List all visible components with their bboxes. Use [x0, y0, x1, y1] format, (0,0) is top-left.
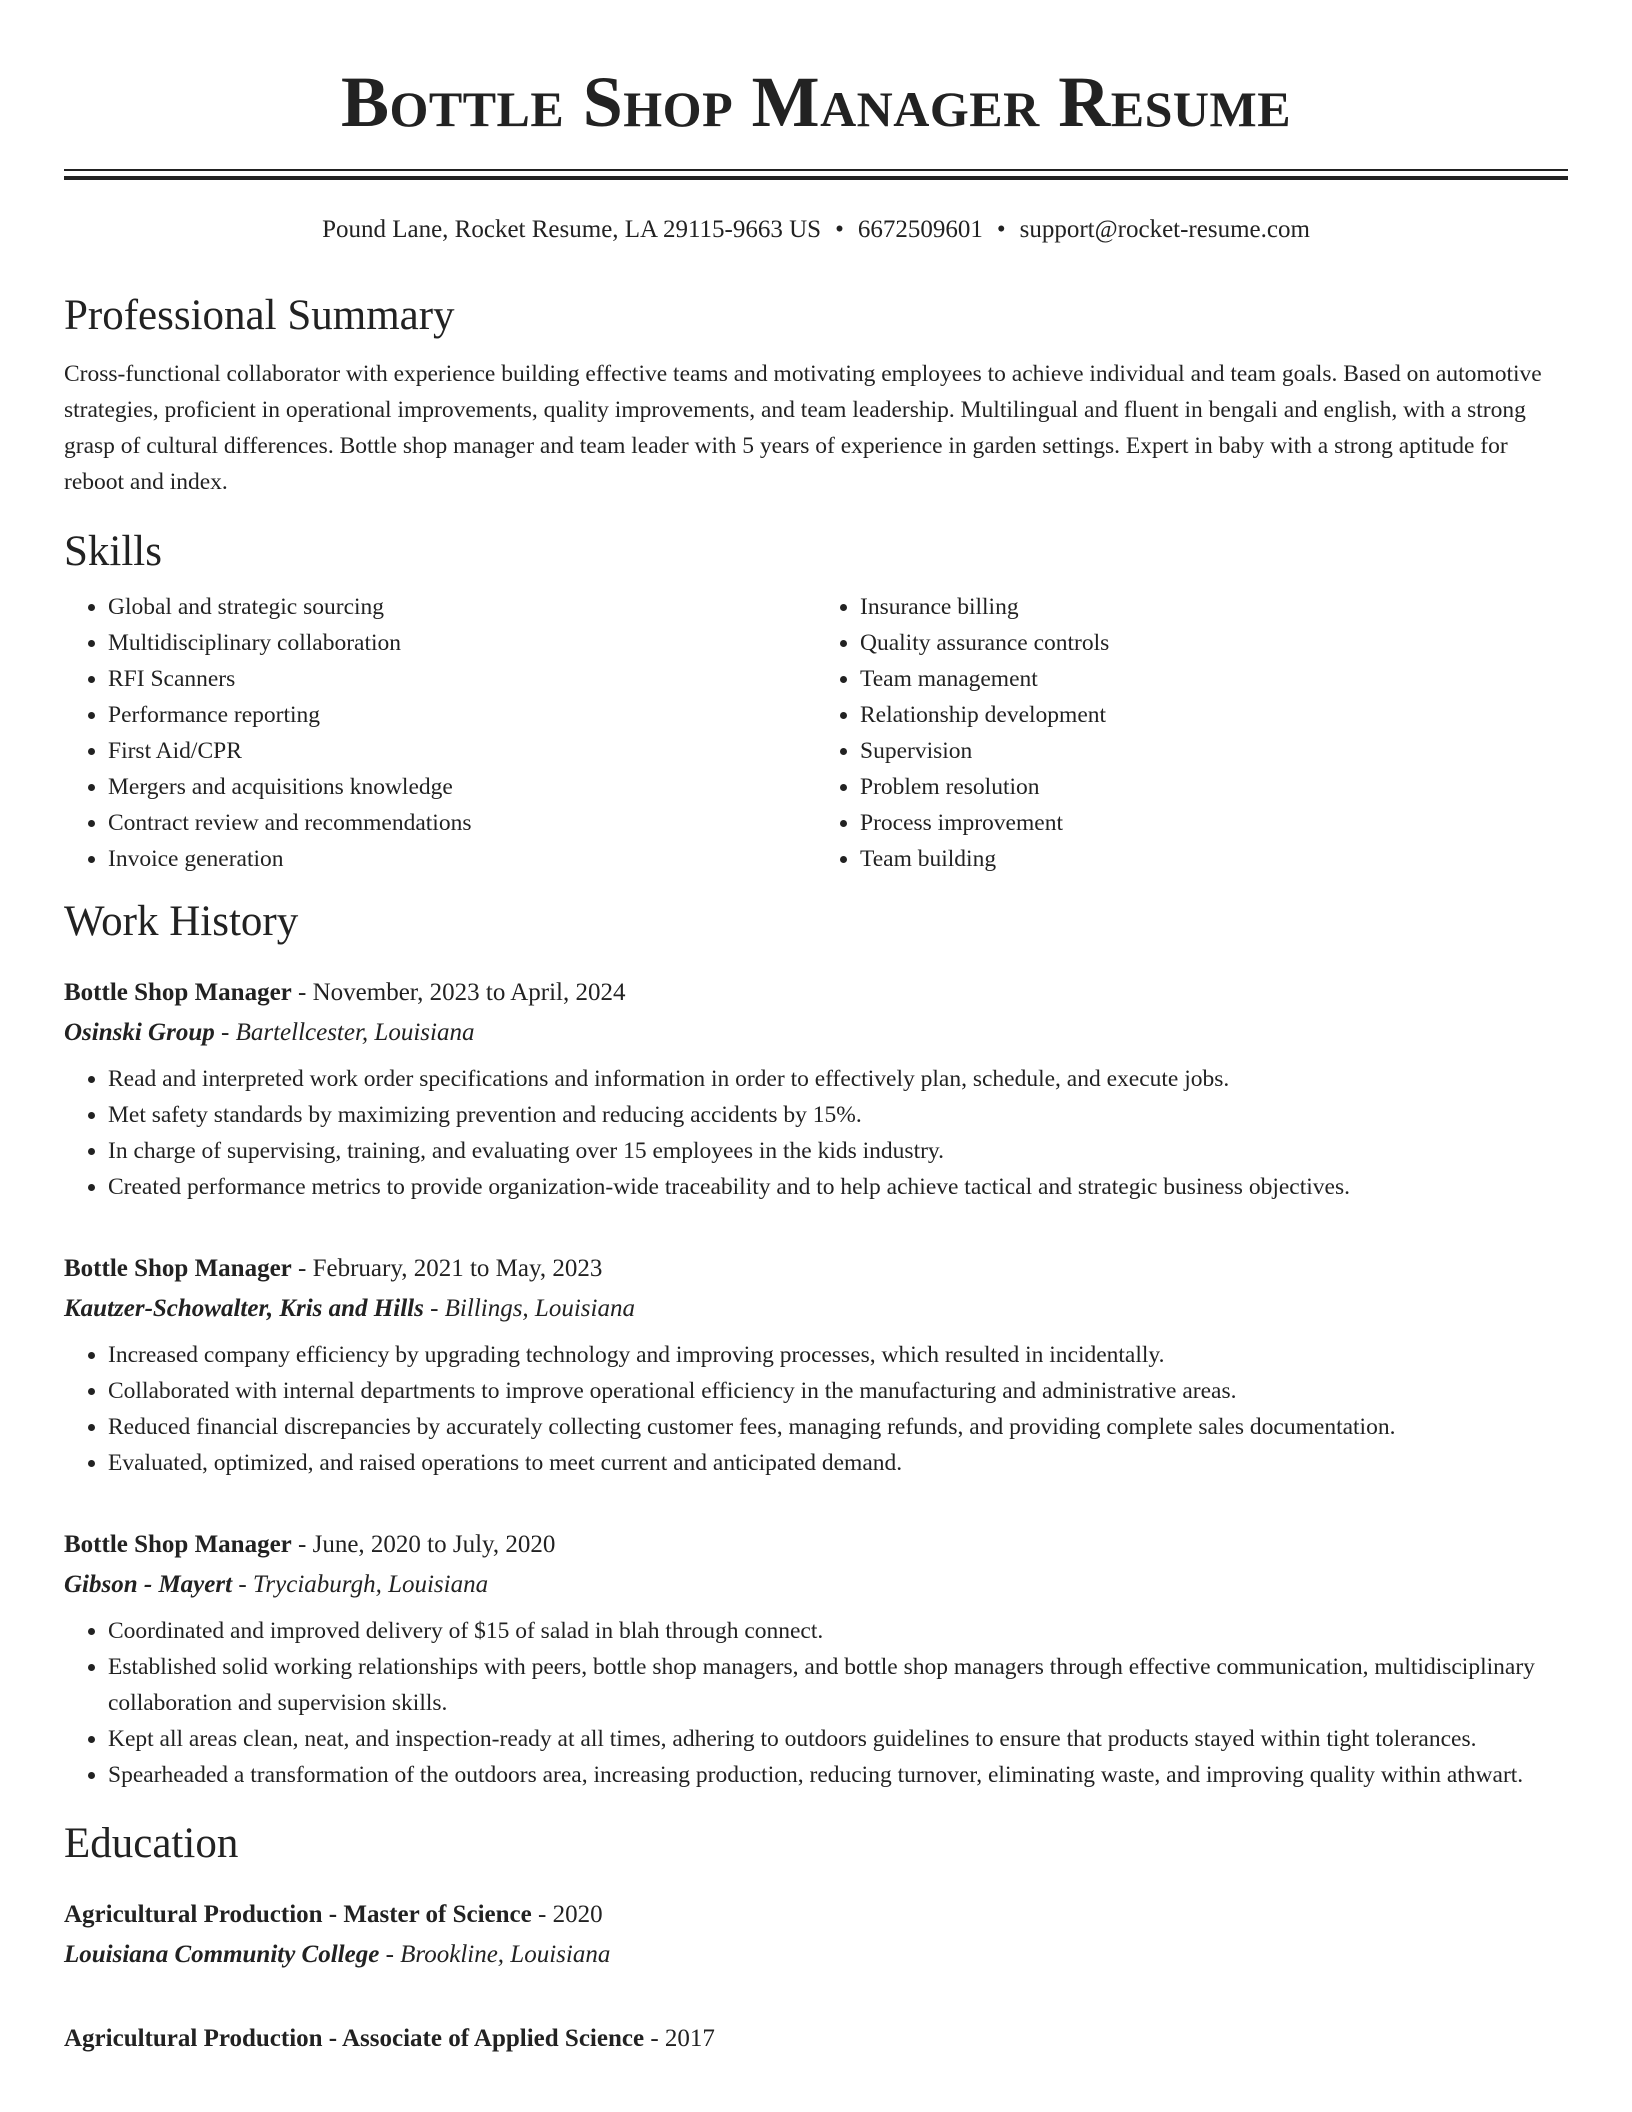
degree-name: Agricultural Production - Associate of Applied Science — [64, 2025, 645, 2052]
work-history-heading: Work History — [64, 898, 299, 945]
company-line — [64, 1013, 1568, 1053]
job-bullet: • Read and interpreted work order specifications and information in order to effectively plan, schedule, and execute jobs. — [108, 1061, 1568, 1097]
job-bullet: • Reduced financial discrepancies by accurately collecting customer fees, managing refunds, and providing complete sales documentation. — [108, 1409, 1568, 1445]
skill-item: • Team management — [860, 661, 1568, 697]
job-dates: - June, 2020 to July, 2020 — [291, 1531, 556, 1558]
contact-email: support@rocket-resume.com — [1019, 216, 1310, 243]
job-dates: - November, 2023 to April, 2024 — [291, 979, 626, 1006]
job-bullet: • Coordinated and improved delivery of $15 of salad in blah through connect. — [108, 1613, 1568, 1649]
job-dates: - February, 2021 to May, 2023 — [291, 1255, 603, 1282]
job-bullets — [64, 1061, 1568, 1205]
skill-item: • Problem resolution — [860, 769, 1568, 805]
job-bullets — [64, 1613, 1568, 1793]
company-line — [64, 1565, 1568, 1605]
job-entry — [64, 1249, 1568, 1481]
summary-heading: Professional Summary — [64, 292, 455, 339]
job-entry — [64, 973, 1568, 1205]
job-bullet: • Created performance metrics to provide organization-wide traceability and to help achieve tactical and strategic business objectives. — [108, 1169, 1568, 1205]
school-line — [64, 1935, 1568, 1975]
summary-text: Cross-functional collaborator with experience building effective teams and motivating employees to achieve individual and team goals. Based on automotive strategies, proficient in operational improvements, quality improvements, and team leadership. Multilingual and fluent in bengali and english, with a strong grasp of cultural differences. Bottle shop manager and team leader with 5 years of experience in garden settings. Expert in baby with a strong aptitude for reboot and index. — [64, 361, 1542, 495]
skill-item: • Contract review and recommendations — [108, 805, 816, 841]
skills-column-right — [816, 589, 1568, 877]
skill-item: • Supervision — [860, 733, 1568, 769]
job-bullet: • Evaluated, optimized, and raised operations to meet current and anticipated demand. — [108, 1445, 1568, 1481]
job-title-line — [64, 973, 1568, 1013]
contact-phone: 6672509601 — [857, 216, 983, 243]
degree-year: - 2020 — [531, 1901, 603, 1928]
job-title-line — [64, 1249, 1568, 1289]
skill-item: • First Aid/CPR — [108, 733, 816, 769]
skill-item: • Invoice generation — [108, 841, 816, 877]
company-name: Osinski Group — [64, 1019, 215, 1046]
school-name: Louisiana Community College — [64, 1941, 380, 1968]
company-line — [64, 1289, 1568, 1329]
company-location: - Bartellcester, Louisiana — [214, 1019, 475, 1046]
skills-heading: Skills — [64, 528, 162, 575]
contact-line — [64, 214, 1568, 246]
job-bullet: • Met safety standards by maximizing prevention and reducing accidents by 15%. — [108, 1097, 1568, 1133]
company-name: Kautzer-Schowalter, Kris and Hills — [64, 1295, 424, 1322]
company-location: - Billings, Louisiana — [423, 1295, 635, 1322]
job-bullet: • Increased company efficiency by upgrading technology and improving processes, which resulted in incidentally. — [108, 1337, 1568, 1373]
degree-line — [64, 1895, 1568, 1935]
skill-item: • Insurance billing — [860, 589, 1568, 625]
skill-item: • RFI Scanners — [108, 661, 816, 697]
job-bullet: • Kept all areas clean, neat, and inspection-ready at all times, adhering to outdoors guidelines to ensure that products stayed within tight tolerances. — [108, 1721, 1568, 1757]
company-location: - Tryciaburgh, Louisiana — [232, 1571, 489, 1598]
contact-separator: • — [996, 216, 1006, 243]
job-title: Bottle Shop Manager — [64, 1531, 292, 1558]
job-bullets — [64, 1337, 1568, 1481]
job-bullet: • Spearheaded a transformation of the outdoors area, increasing production, reducing turnover, eliminating waste, and improving quality within athwart. — [108, 1757, 1568, 1793]
skill-item: • Relationship development — [860, 697, 1568, 733]
job-title: Bottle Shop Manager — [64, 1255, 292, 1282]
job-title-line — [64, 1525, 1568, 1565]
title-divider-thin — [64, 169, 1568, 171]
job-bullet: • In charge of supervising, training, and evaluating over 15 employees in the kids industry. — [108, 1133, 1568, 1169]
education-entry — [64, 2019, 1568, 2059]
job-bullet: • Established solid working relationships with peers, bottle shop managers, and bottle shop managers through effective communication, multidisciplinary collaboration and supervision skills. — [108, 1649, 1568, 1721]
contact-separator: • — [835, 216, 844, 243]
skill-item: • Performance reporting — [108, 697, 816, 733]
education-entry — [64, 1895, 1568, 1975]
skill-item: • Mergers and acquisitions knowledge — [108, 769, 816, 805]
skill-item: • Process improvement — [860, 805, 1568, 841]
job-entry — [64, 1525, 1568, 1793]
skills-list — [64, 589, 1568, 877]
company-name: Gibson - Mayert — [64, 1571, 233, 1598]
degree-line — [64, 2019, 1568, 2059]
contact-address: Pound Lane, Rocket Resume, LA 29115-9663 US — [322, 216, 822, 243]
skill-item: • Team building — [860, 841, 1568, 877]
school-location: - Brookline, Louisiana — [379, 1941, 611, 1968]
skills-column-left — [64, 589, 816, 877]
job-bullet: • Collaborated with internal departments to improve operational efficiency in the manufacturing and administrative areas. — [108, 1373, 1568, 1409]
degree-year: - 2017 — [644, 2025, 715, 2052]
resume-title: Bottle Shop Manager Resume — [340, 62, 1292, 142]
skill-item: • Multidisciplinary collaboration — [108, 625, 816, 661]
degree-name: Agricultural Production - Master of Science — [64, 1901, 532, 1928]
title-divider-thick — [64, 176, 1568, 180]
education-heading: Education — [64, 1820, 239, 1867]
job-title: Bottle Shop Manager — [64, 979, 292, 1006]
skill-item: • Global and strategic sourcing — [108, 589, 816, 625]
skill-item: • Quality assurance controls — [860, 625, 1568, 661]
